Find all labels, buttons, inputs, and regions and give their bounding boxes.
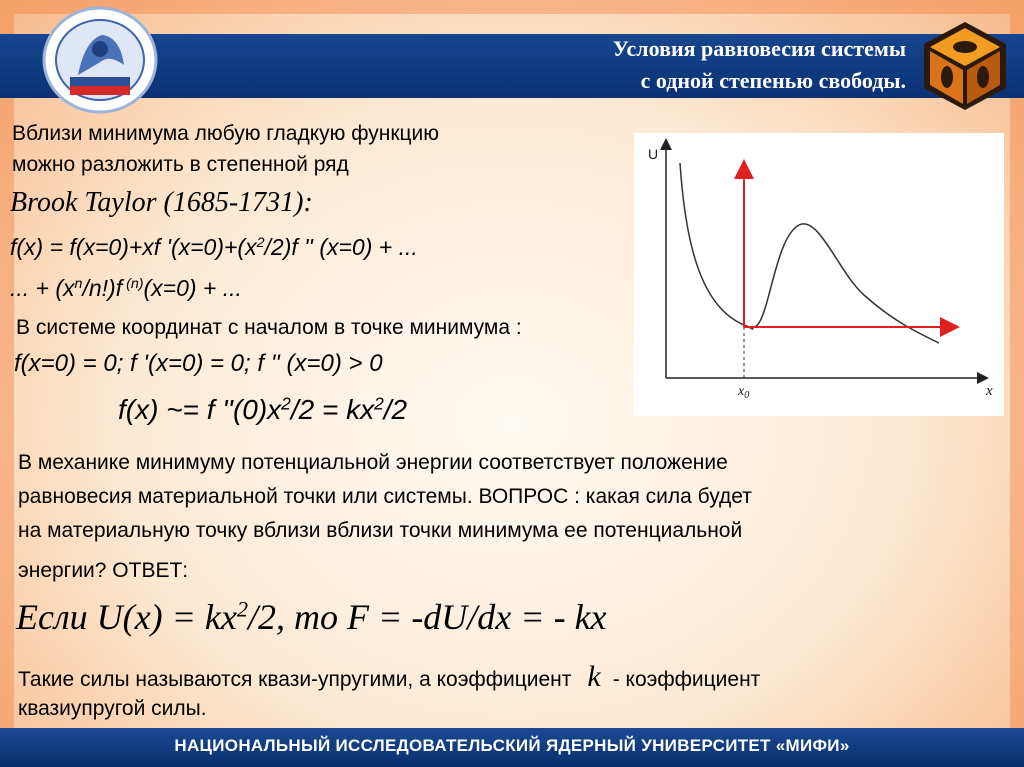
taylor-series-line1: f(x) = f(x=0)+xf '$(x=0)+(x^2/2)f$ '' (x=0) + ... bbox=[10, 234, 418, 260]
slide-title-line1: Условия равновесия системы bbox=[612, 36, 906, 61]
taylor-author: Brook Taylor (1685-1731): bbox=[10, 187, 313, 218]
slide-title-line2: с одной степенью свободы. bbox=[640, 68, 906, 93]
footer-university-name: НАЦИОНАЛЬНЫЙ ИССЛЕДОВАТЕЛЬСКИЙ ЯДЕРНЫЙ УНИВЕРСИТЕТ «МИФИ» bbox=[174, 736, 850, 755]
y-axis-label: U bbox=[648, 146, 659, 162]
mephi-logo-icon bbox=[40, 5, 160, 115]
final-line1: Такие силы называются квази-упругими, а коэффициент k - коэффициент bbox=[18, 660, 761, 693]
x-axis-label: x bbox=[986, 383, 993, 399]
x0-label: $x_0$ bbox=[738, 384, 750, 401]
quadratic-approximation: f(x) ~= f ''$(0)x^2/2 = kx^2/2$ bbox=[118, 393, 408, 425]
mechanics-line2: равновесия материальной точки или системы. ВОПРОС : какая сила будет bbox=[18, 485, 752, 508]
coordinate-system-line: В системе координат с началом в точке минимума : bbox=[16, 316, 522, 339]
potential-curve bbox=[680, 163, 939, 343]
potential-graph-panel bbox=[634, 133, 1004, 416]
intro-line1: Вблизи минимума любую гладкую функцию bbox=[12, 122, 440, 145]
cube-logo-icon bbox=[918, 18, 1012, 112]
potential-graph bbox=[634, 133, 1004, 416]
minimum-conditions: f(x=0) = 0; f '(x=0) = 0; f '' (x=0) > 0 bbox=[14, 350, 383, 377]
taylor-series-line2: ... + $(x^n/n!)f$ $^{(n)}$(x=0) + ... bbox=[10, 275, 242, 301]
mechanics-line1: В механике минимуму потенциальной энергии соответствует положение bbox=[18, 451, 728, 474]
answer-formula: Если $U(x) = kx^2/2$, то F = -dU/dx = - kx bbox=[16, 596, 607, 637]
coefficient-k: k bbox=[587, 660, 601, 693]
mechanics-line4: энергии? ОТВЕТ: bbox=[18, 559, 189, 582]
mechanics-line3: на материальную точку вблизи вблизи точки минимума ее потенциальной bbox=[18, 519, 743, 542]
final-line2: квазиупругой силы. bbox=[18, 697, 207, 720]
intro-line2: можно разложить в степенной ряд bbox=[12, 153, 349, 176]
